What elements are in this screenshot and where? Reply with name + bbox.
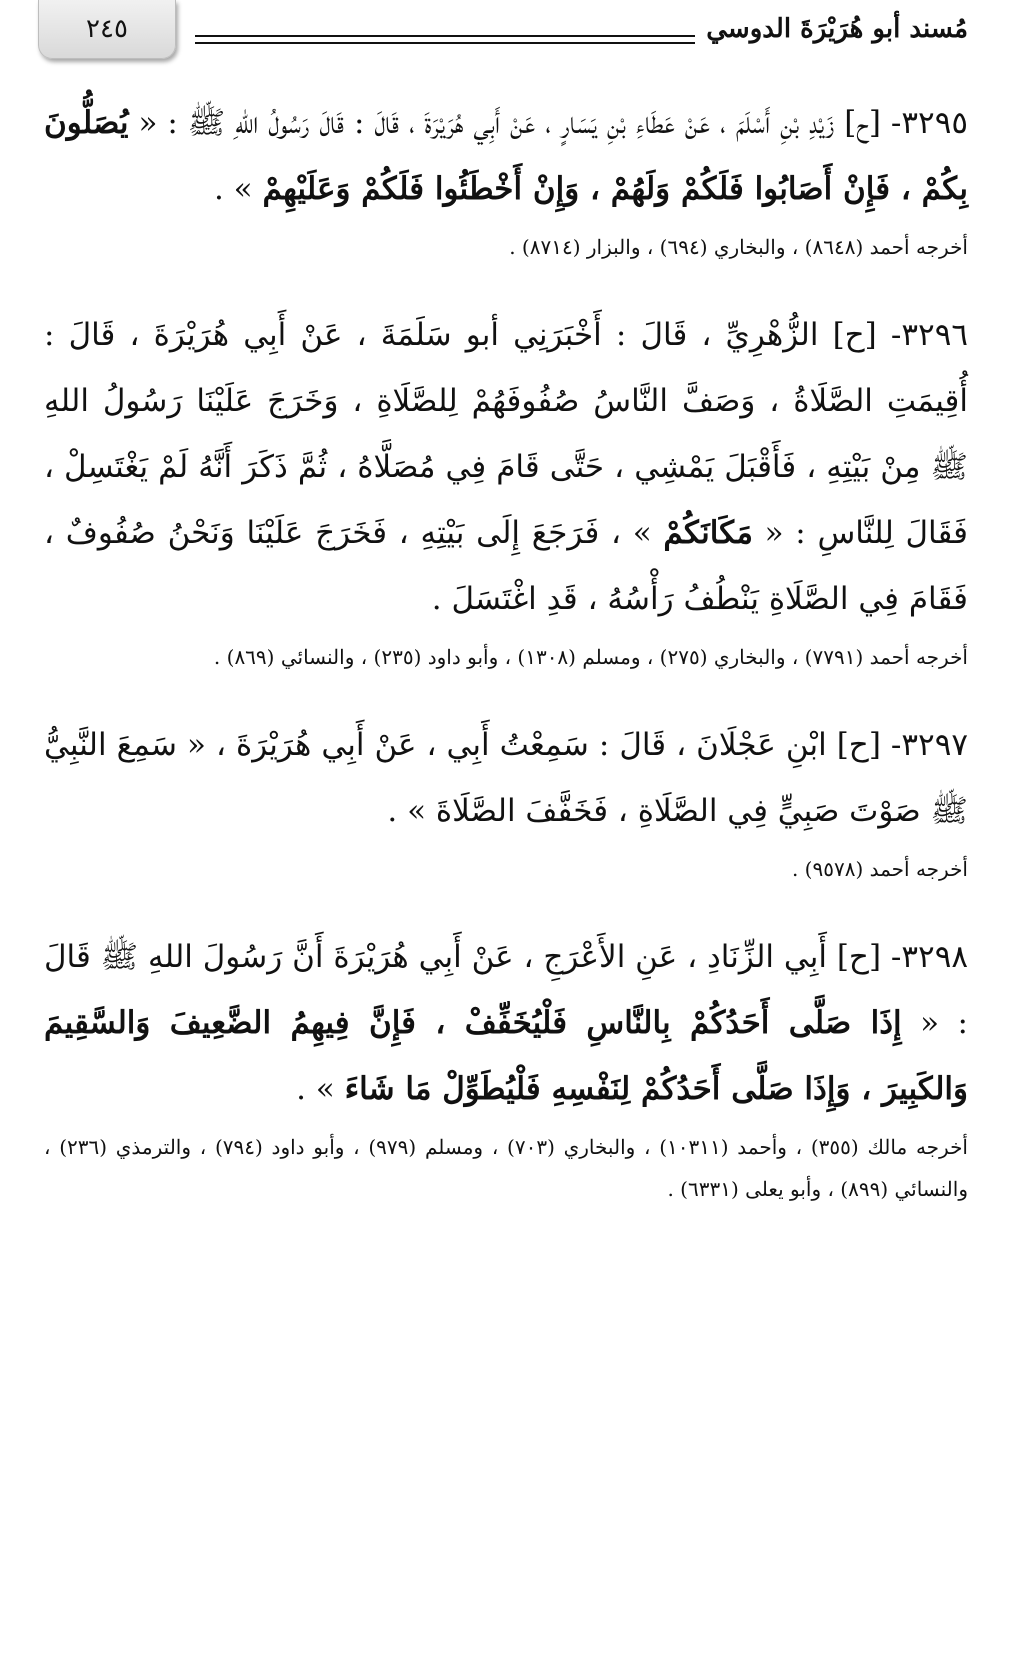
hadith-3295 xyxy=(44,90,968,268)
hadith-text-end: » . xyxy=(213,171,263,207)
hadith-takhrij: أخرجه أحمد (٧٧٩١) ، والبخاري (٢٧٥) ، ومسلم (١٣٠٨) ، وأبو داود (٢٣٥) ، والنسائي (٨٦٩) . xyxy=(213,645,968,669)
page-content xyxy=(44,90,968,1244)
hadith-text-end: » . xyxy=(296,1071,345,1107)
hadith-takhrij: أخرجه أحمد (٨٦٤٨) ، والبخاري (٦٩٤) ، والبزار (٨٧١٤) . xyxy=(509,235,968,259)
page-number-tab xyxy=(38,0,176,59)
hadith-isnad: ٣٢٩٥- [ح] زَيْدِ بْنِ أَسْلَمَ ، عَنْ عَطَاءِ بْنِ يَسَارٍ ، عَنْ أَبِي هُرَيْرَةَ ، قَالَ : قَالَ رَسُولُ اللهِ ﷺ : « xyxy=(128,105,968,141)
header-rule-bottom xyxy=(195,42,695,44)
hadith-text-end: » ، فَرَجَعَ إِلَى بَيْتِهِ ، فَخَرَجَ عَلَيْنَا وَنَحْنُ صُفُوفٌ ، فَقَامَ فِي الصَّلَاةِ يَنْطُفُ رَأْسُهُ ، قَدِ اغْتَسَلَ . xyxy=(44,515,968,617)
hadith-matn-bold: مَكَانَكُمْ xyxy=(663,515,753,551)
hadith-isnad: ٣٢٩٧- [ح] ابْنِ عَجْلَانَ ، قَالَ : سَمِعْتُ أَبِي ، عَنْ أَبِي هُرَيْرَةَ ، « سَمِعَ النَّبِيُّ ﷺ صَوْتَ صَبِيٍّ فِي الصَّلَاةِ ، فَخَفَّفَ الصَّلَاةَ » . xyxy=(44,727,968,829)
hadith-3297 xyxy=(44,712,968,890)
hadith-matn-bold: يُصَلُّونَ بِكُمْ ، فَإِنْ أَصَابُوا فَلَكُمْ وَلَهُمْ ، وَإِنْ أَخْطَئُوا فَلَكُمْ وَعَلَيْهِمْ xyxy=(44,105,968,207)
hadith-3296 xyxy=(44,302,968,678)
hadith-takhrij: أخرجه مالك (٣٥٥) ، وأحمد (١٠٣١١) ، والبخاري (٧٠٣) ، ومسلم (٩٧٩) ، وأبو داود (٧٩٤) ، والترمذي (٢٣٦) ، والنسائي (٨٩٩) ، وأبو يعلى (٦٣٣١) . xyxy=(44,1135,968,1201)
page-number: ٢٤٥ xyxy=(86,14,128,44)
hadith-matn-bold: إِذَا صَلَّى أَحَدُكُمْ بِالنَّاسِ فَلْيُخَفِّفْ ، فَإِنَّ فِيهِمُ الضَّعِيفَ وَالسَّقِيمَ وَالكَبِيرَ ، وَإِذَا صَلَّى أَحَدُكُمْ لِنَفْسِهِ فَلْيُطَوِّلْ مَا شَاءَ xyxy=(44,1005,968,1107)
hadith-takhrij: أخرجه أحمد (٩٥٧٨) . xyxy=(791,857,968,881)
book-title: مُسند أبو هُرَيْرَةَ الدوسي xyxy=(706,14,968,44)
hadith-text xyxy=(44,924,968,1122)
hadith-text xyxy=(44,90,968,222)
hadith-isnad: ٣٢٩٨- [ح] أَبِي الزِّنَادِ ، عَنِ الأَعْرَجِ ، عَنْ أَبِي هُرَيْرَةَ أَنَّ رَسُولَ اللهِ ﷺ قَالَ : « xyxy=(44,939,968,1041)
hadith-text xyxy=(44,302,968,632)
header-rule-top xyxy=(195,35,695,37)
hadith-text xyxy=(44,712,968,844)
page-header xyxy=(0,0,1010,70)
hadith-3298 xyxy=(44,924,968,1210)
hadith-isnad: ٣٢٩٦- [ح] الزُّهْرِيِّ ، قَالَ : أَخْبَرَنِي أبو سَلَمَةَ ، عَنْ أَبِي هُرَيْرَةَ ، قَالَ : أُقِيمَتِ الصَّلَاةُ ، وَصَفَّ النَّاسُ صُفُوفَهُمْ لِلصَّلَاةِ ، وَخَرَجَ عَلَيْنَا رَسُولُ اللهِ ﷺ مِنْ بَيْتِهِ ، فَأَقْبَلَ يَمْشِي ، حَتَّى قَامَ فِي مُصَلَّاهُ ، ثُمَّ ذَكَرَ أَنَّهُ لَمْ يَغْتَسِلْ ، فَقَالَ لِلنَّاسِ : « xyxy=(44,317,968,551)
